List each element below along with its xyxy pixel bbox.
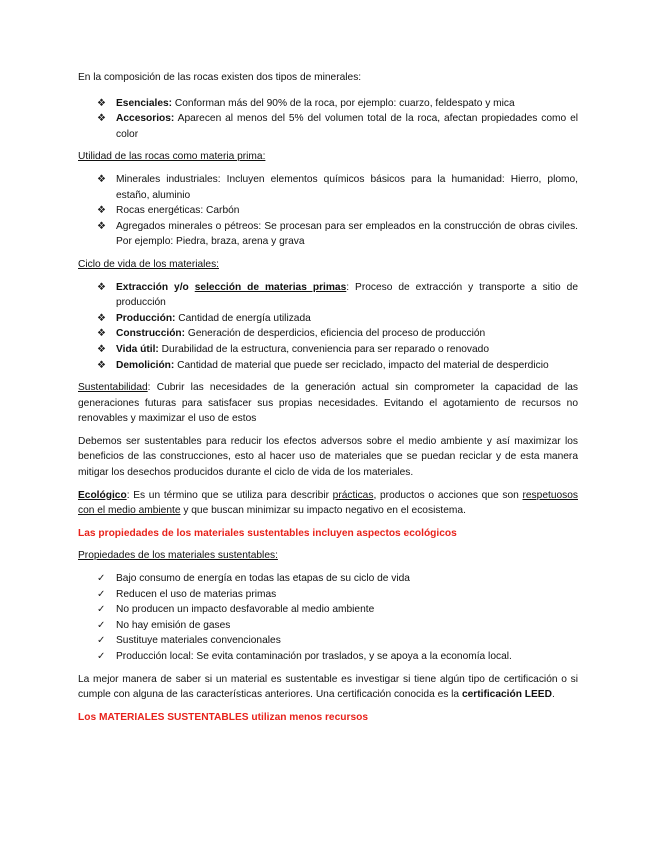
list-item-text: No hay emisión de gases [116, 619, 231, 631]
list-item-text: No producen un impacto desfavorable al medio ambiente [116, 604, 375, 616]
diamond-bullet-icon: ❖ [97, 359, 106, 371]
diamond-bullet-icon: ❖ [97, 281, 106, 293]
check-icon: ✓ [97, 651, 106, 662]
list-item [78, 633, 578, 649]
ecological-text: , productos o acciones que son [373, 489, 523, 501]
list-item-text: Aparecen al menos del 5% del volumen total de la roca, afectan propiedades como el color [116, 113, 578, 140]
list-item-term-underlined: selección de materias primas [194, 281, 347, 293]
mineral-types-list [78, 96, 578, 143]
list-item-text: Rocas energéticas: Carbón [116, 205, 240, 217]
diamond-bullet-icon: ❖ [97, 113, 106, 125]
diamond-bullet-icon: ❖ [97, 328, 106, 340]
list-item [78, 326, 578, 342]
list-item-term: Demolición: [116, 359, 175, 371]
check-icon: ✓ [97, 635, 106, 647]
list-item-term: Construcción: [116, 328, 186, 340]
ecological-paragraph [78, 488, 578, 519]
list-item [78, 571, 578, 587]
document-page [78, 70, 578, 725]
list-item-text: : Proceso de extracción y transporte a sitio de producción [116, 281, 578, 309]
certification-end: . [551, 689, 555, 701]
list-item-term: Vida útil: [116, 343, 159, 355]
diamond-bullet-icon: ❖ [97, 220, 106, 232]
red-note-resources: Los MATERIALES SUSTENTABLES utilizan menos recursos [78, 711, 369, 723]
intro-paragraph: En la composición de las rocas existen dos tipos de minerales: [78, 72, 362, 83]
environment-link[interactable]: respetuosos con el medio ambiente [78, 489, 578, 517]
check-icon: ✓ [97, 619, 106, 631]
diamond-bullet-icon: ❖ [97, 173, 106, 185]
list-item-text: Agregados minerales o pétreos: Se procesan para ser empleados en la construcción de obras civiles. Por ejemplo: Piedra, braza, arena y grava [116, 220, 578, 248]
check-icon: ✓ [97, 604, 106, 616]
list-item [78, 311, 578, 327]
ecological-term: Ecológico [78, 489, 127, 501]
red-note-ecological: Las propiedades de los materiales sustentables incluyen aspectos ecológicos [78, 527, 457, 539]
ecological-text: : Es un término que se utiliza para describir [126, 489, 333, 501]
list-item-text: Conforman más del 90% de la roca, por ejemplo: cuarzo, feldespato y mica [172, 97, 515, 109]
sustainable-benefits-paragraph: Debemos ser sustentables para reducir los efectos adversos sobre el medio ambiente y así maximizar los beneficios de las construcciones, esto al hacer uso de materiales que se puedan reciclar y de esta manera mitigar los desechos producidos durante el ciclo de vida de los materiales. [78, 435, 578, 479]
certification-text: La mejor manera de saber si un material es sustentable es investigar si tiene algún tipo de certificación o si cumple con alguna de las características anteriores. Una certificación conocida es la [78, 673, 578, 701]
list-item-text: Minerales industriales: Incluyen elementos químicos básicos para la humanidad: Hierro, plomo, estaño, aluminio [116, 173, 578, 201]
list-item [78, 358, 578, 374]
ecological-text: y que buscan minimizar su impacto negativo en el ecosistema. [180, 505, 466, 517]
list-item-text: Durabilidad de la estructura, conveniencia para ser reparado o renovado [158, 343, 490, 355]
list-item [78, 342, 578, 358]
list-item [78, 203, 578, 219]
leed-certification: certificación LEED [461, 689, 552, 701]
list-item-term: Esenciales: [116, 97, 173, 109]
diamond-bullet-icon: ❖ [97, 97, 106, 109]
list-item-text: Cantidad de energía utilizada [175, 312, 311, 324]
list-item-term: Extracción y/o [116, 281, 195, 293]
list-item [78, 280, 578, 311]
lifecycle-heading: Ciclo de vida de los materiales: [78, 258, 219, 270]
properties-heading: Propiedades de los materiales sustentables: [78, 550, 278, 562]
list-item-term: Producción: [116, 312, 176, 324]
sustainability-text: : Cubrir las necesidades de la generación actual sin comprometer la capacidad de las generaciones futuras para satisfacer sus propias necesidades. Evitando el agotamiento de recursos no renovables y maximizar el uso de estos [78, 382, 578, 425]
list-item [78, 602, 578, 618]
list-item [78, 649, 578, 665]
list-item [78, 219, 578, 250]
sustainability-term: Sustentabilidad [78, 382, 148, 394]
properties-list [78, 571, 578, 665]
list-item [78, 618, 578, 634]
list-item [78, 111, 578, 142]
list-item-text: Bajo consumo de energía en todas las etapas de su ciclo de vida [116, 573, 410, 585]
sustainability-paragraph [78, 380, 578, 427]
certification-paragraph [78, 672, 578, 703]
diamond-bullet-icon: ❖ [97, 312, 106, 324]
list-item-text: Sustituye materiales convencionales [116, 635, 281, 647]
list-item-text: Generación de desperdicios, eficiencia del proceso de producción [185, 328, 486, 340]
list-item [78, 587, 578, 603]
check-icon: ✓ [97, 573, 106, 585]
list-item [78, 96, 578, 112]
list-item-text: Cantidad de material que puede ser reciclado, impacto del material de desperdicio [174, 359, 549, 371]
lifecycle-list [78, 280, 578, 374]
list-item-term: Accesorios: [116, 113, 175, 125]
list-item [78, 172, 578, 203]
diamond-bullet-icon: ❖ [97, 205, 106, 217]
practicas-link[interactable]: prácticas [332, 489, 374, 501]
utility-heading: Utilidad de las rocas como materia prima: [78, 151, 266, 163]
list-item-text: Producción local: Se evita contaminación por traslados, y se apoya a la economía local. [116, 651, 512, 662]
list-item-text: Reducen el uso de materias primas [116, 588, 277, 600]
diamond-bullet-icon: ❖ [97, 343, 106, 355]
check-icon: ✓ [97, 588, 106, 600]
utility-list [78, 172, 578, 250]
